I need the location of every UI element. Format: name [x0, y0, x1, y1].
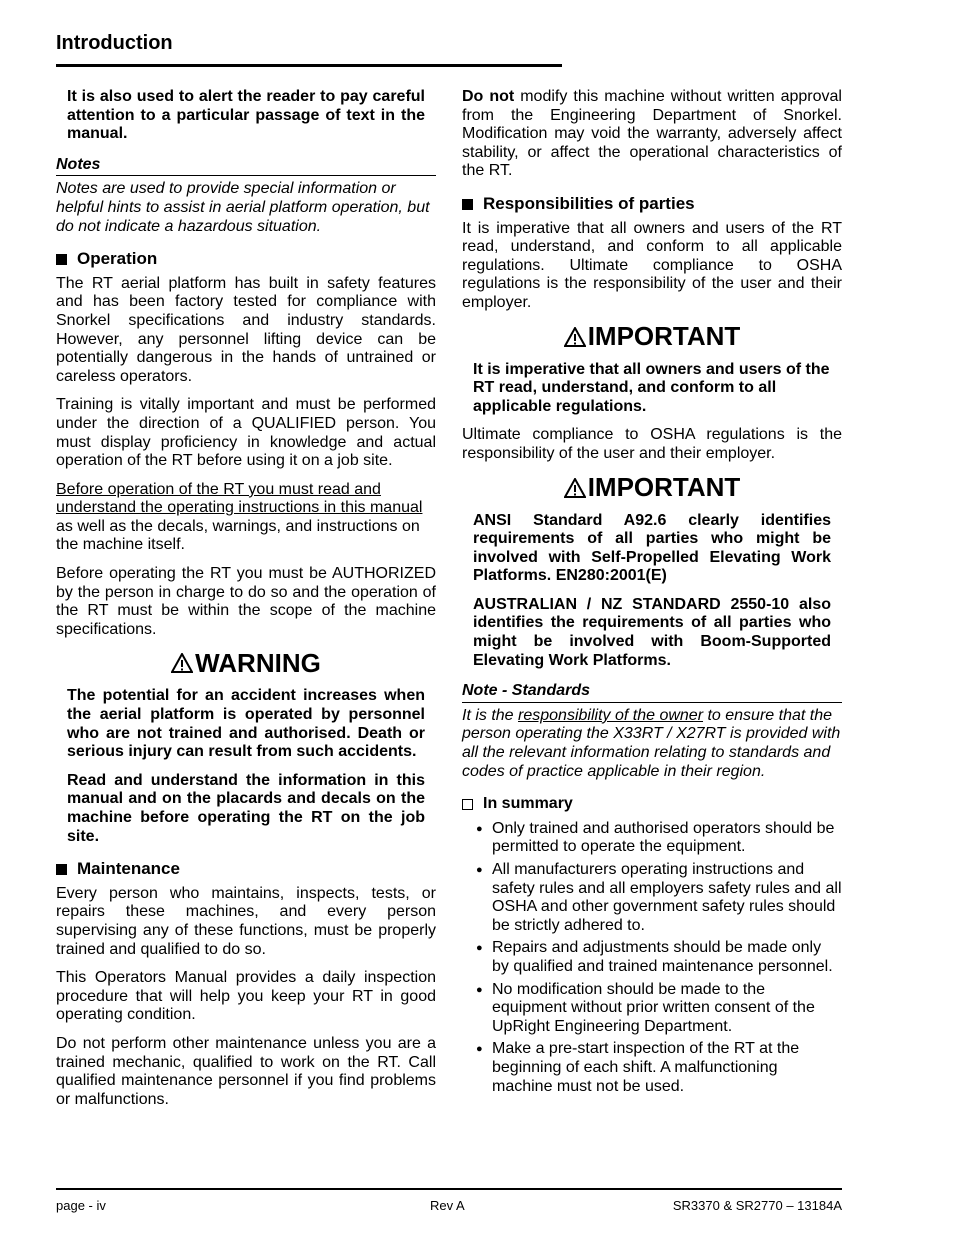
operation-paragraph-3-rest: as well as the decals, warnings, and instructions on the machine itself. — [56, 517, 420, 554]
left-column — [56, 88, 436, 1119]
operation-paragraph-3 — [56, 481, 436, 555]
footer-rule — [56, 1188, 842, 1190]
list-item: ● Repairs and adjustments should be made only by qualified and trained maintenance personnel. — [492, 939, 842, 976]
note-standards-post: to ensure that the person operating the X33RT / X27RT is provided with all the relevant information relating to standards and codes of practice applicable in their region. — [462, 706, 841, 780]
note-standards-heading: Note - Standards — [462, 682, 842, 703]
page-title: Introduction — [56, 32, 173, 54]
operation-heading — [56, 250, 436, 269]
square-bullet-icon — [56, 254, 67, 265]
summary-heading — [462, 795, 842, 814]
important-2-paragraph-2: AUSTRALIAN / NZ STANDARD 2550-10 also identifies the requirements of all parties who might be involved with Boom-Supported Elevating Work Platforms. — [473, 595, 831, 669]
warning-triangle-icon — [171, 653, 193, 673]
important-title-2 — [462, 472, 842, 503]
list-item: ● Make a pre-start inspection of the RT at the beginning of each shift. A malfunctioning machine must not be used. — [492, 1040, 842, 1096]
warning-title — [56, 648, 436, 679]
maintenance-paragraph-2: This Operators Manual provides a daily inspection procedure that will help you keep your RT in good operating condition. — [56, 969, 436, 1024]
list-item: ● All manufacturers operating instructions and safety rules and all employers safety rules and all OSHA and other government safety rules should be strictly adhered to. — [492, 861, 842, 935]
right-column — [462, 88, 842, 1100]
modification-rest: modify this machine without written approval from the Engineering Department of Snorkel. Modification may void the warranty, adversely affect stability, or affect the operational characteristics of the RT. — [462, 88, 842, 180]
maintenance-heading — [56, 860, 436, 879]
operation-heading-label: Operation — [77, 249, 158, 269]
modification-bold: Do not — [462, 88, 515, 105]
summary-list — [462, 820, 842, 1096]
responsibilities-paragraph: It is imperative that all owners and users of the RT read, understand, and conform to all applicable regulations. Ultimate compliance to OSHA regulations is the responsibility of the user and their employer. — [462, 219, 842, 311]
responsibilities-heading — [462, 195, 842, 214]
operation-paragraph-4: Before operating the RT you must be AUTHORIZED by the person in charge to do so and the operation of the RT must be within the scope of the machine specifications. — [56, 565, 436, 638]
maintenance-paragraph-3: Do not perform other maintenance unless you are a trained mechanic, qualified to work on the RT. Call qualified maintenance personnel if you find problems or malfunctions. — [56, 1034, 436, 1108]
intro-paragraph: It is also used to alert the reader to pay careful attention to a particular passage of text in the manual. — [67, 88, 425, 143]
square-bullet-icon — [56, 864, 67, 875]
warning-triangle-icon — [564, 478, 586, 498]
note-standards-underline: responsibility of the owner — [518, 706, 704, 724]
list-item: ● Only trained and authorised operators should be permitted to operate the equipment. — [492, 820, 842, 857]
header-rule — [56, 64, 562, 67]
note-standards-pre: It is the — [462, 706, 519, 724]
warning-triangle-icon — [564, 327, 586, 347]
responsibilities-heading-label: Responsibilities of parties — [483, 193, 695, 213]
footer-page-number: page - iv — [56, 1198, 106, 1213]
square-bullet-icon — [462, 199, 473, 210]
modification-paragraph — [462, 88, 842, 181]
warning-paragraph-1: The potential for an accident increases when the aerial platform is operated by personnel who are not trained and authorised. Death or serious injury can result from such accidents. — [67, 687, 425, 761]
notes-text: Notes are used to provide special information or helpful hints to assist in aerial platform operation, but do not indicate a hazardous situation. — [56, 180, 430, 235]
list-item: ● No modification should be made to the equipment without prior written consent of the UpRight Engineering Department. — [492, 981, 842, 1037]
summary-heading-label: In summary — [483, 795, 573, 813]
compliance-paragraph: Ultimate compliance to OSHA regulations is the responsibility of the user and their employer. — [462, 426, 842, 462]
notes-heading: Notes — [56, 156, 436, 177]
important-title-2-label: IMPORTANT — [587, 472, 741, 503]
operation-paragraph-1: The RT aerial platform has built in safety features and has been factory tested for compliance with Snorkel specifications and industry standards. However, any personnel lifting device can be potentially dangerous in the hands of untrained or careless operators. — [56, 274, 436, 385]
important-2-paragraph-1: ANSI Standard A92.6 clearly identifies requirements of all parties who might be involved with Self-Propelled Elevating Work Platforms. EN280:2001(E) — [473, 511, 831, 585]
warning-paragraph-2: Read and understand the information in this manual and on the placards and decals on the machine before operating the RT on the job site. — [67, 771, 425, 845]
note-standards-text — [462, 707, 842, 781]
important-1-body: It is imperative that all owners and users of the RT read, understand, and conform to all applicable regulations. — [473, 360, 830, 415]
maintenance-heading-label: Maintenance — [77, 859, 180, 879]
important-title-1 — [462, 321, 842, 352]
footer-document-id: SR3370 & SR2770 – 13184A — [672, 1198, 842, 1213]
checkbox-bullet-icon — [462, 799, 473, 810]
operation-paragraph-2: Training is vitally important and must be performed under the direction of a QUALIFIED person. You must display proficiency in knowledge and actual operation of the RT before using it on a job site. — [56, 396, 436, 470]
operation-underlined-text: Before operation of the RT you must read and understand the operating instructions in this manual — [56, 480, 423, 517]
maintenance-paragraph-1: Every person who maintains, inspects, tests, or repairs these machines, and every person supervising any of these functions, must be properly trained and qualified to do so. — [56, 884, 436, 958]
important-title-1-label: IMPORTANT — [587, 321, 741, 352]
warning-title-label: WARNING — [195, 648, 321, 679]
footer-revision: Rev A — [430, 1198, 465, 1213]
